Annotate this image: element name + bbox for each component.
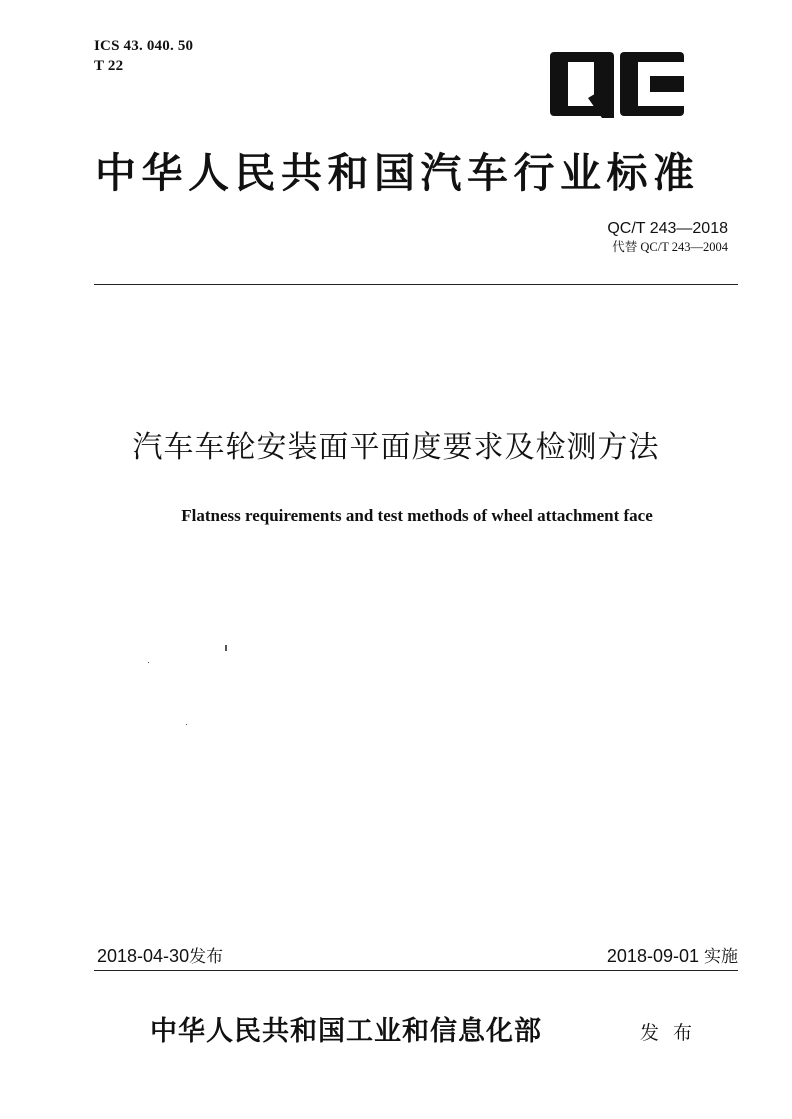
publish-label: 发布: [189, 947, 224, 967]
publish-date: 2018-04-30: [97, 946, 190, 966]
ccs-code: T 22: [94, 58, 124, 74]
qc-logo: [548, 48, 686, 120]
publish-date-line: [97, 944, 223, 969]
scan-speck: [186, 724, 187, 725]
document-title-cn: 汽车车轮安装面平面度要求及检测方法: [132, 430, 660, 465]
implement-label: 实施: [704, 947, 738, 967]
bottom-divider: [94, 970, 738, 971]
replaces-standard: 代替 QC/T 243—2004: [612, 240, 728, 254]
issuing-label: 发 布: [640, 1022, 697, 1044]
scan-speck: [225, 645, 227, 651]
scan-speck: [148, 662, 149, 663]
document-title-en: Flatness requirements and test methods of wheel attachment face: [181, 506, 653, 525]
ics-code: ICS 43. 040. 50: [94, 38, 194, 54]
issuing-authority: 中华人民共和国工业和信息化部: [150, 1016, 542, 1047]
implement-date-line: [607, 944, 738, 969]
standard-number: QC/T 243—2018: [607, 220, 728, 237]
top-divider: [94, 284, 738, 285]
standard-category-title: 中华人民共和国汽车行业标准: [95, 149, 700, 197]
implement-date: 2018-09-01: [606, 946, 699, 966]
classification-codes: [94, 36, 193, 76]
standard-number-block: [607, 219, 728, 255]
